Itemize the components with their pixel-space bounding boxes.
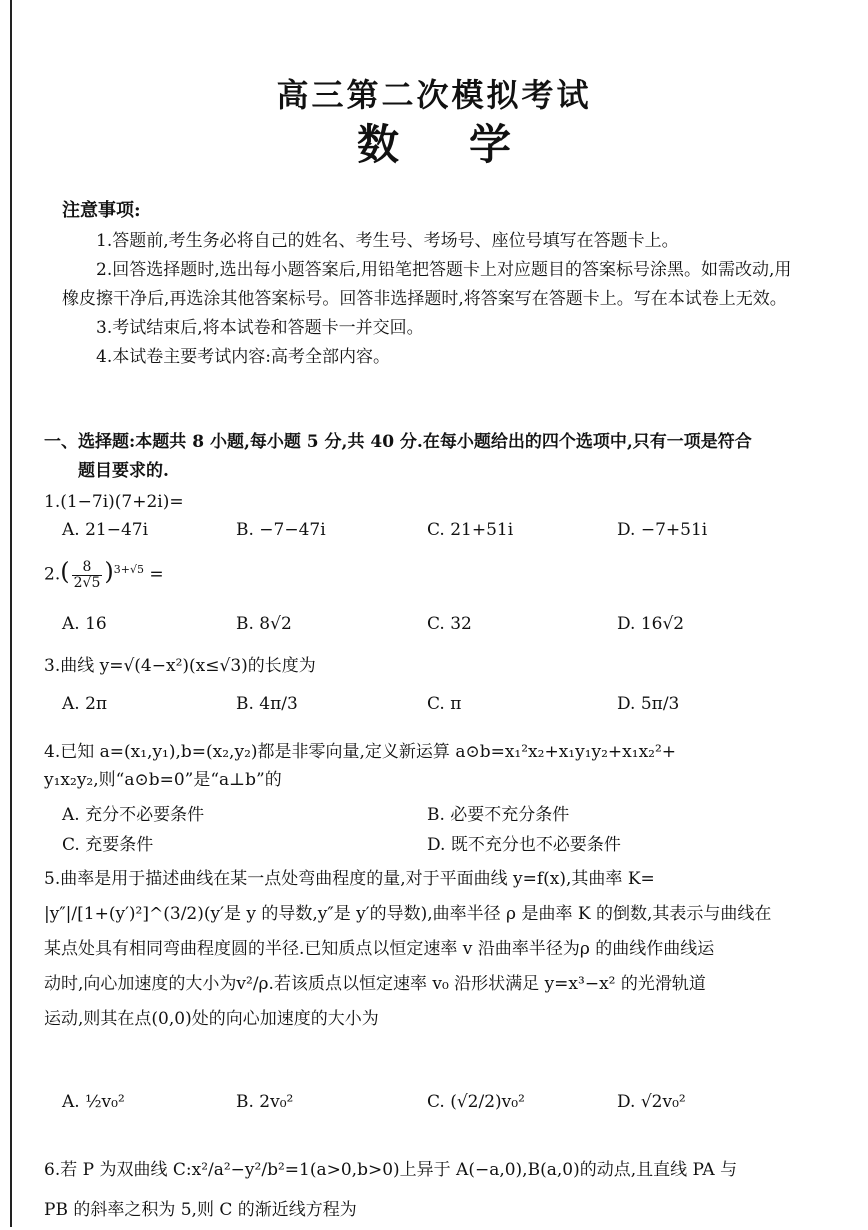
option-d: D. √2v₀² bbox=[617, 1092, 686, 1112]
question-5-line3: 某点处具有相同弯曲程度圆的半径.已知质点以恒定速率 v 沿曲率半径为ρ 的曲线作曲线运 bbox=[44, 939, 715, 959]
notes-block bbox=[62, 196, 802, 372]
question-2-number: 2. bbox=[44, 564, 61, 585]
option-b: B. 8√2 bbox=[236, 614, 292, 634]
question-5-stem bbox=[44, 862, 824, 1037]
question-1-stem: 1.(1−7i)(7+2i)= bbox=[44, 492, 184, 512]
option-a: A. 21−47i bbox=[62, 520, 149, 540]
option-c: C. 32 bbox=[427, 614, 472, 634]
question-3-stem: 3.曲线 y=√(4−x²)(x≤√3)的长度为 bbox=[44, 656, 316, 676]
question-5-options bbox=[62, 1092, 782, 1120]
question-6-line2: PB 的斜率之积为 5,则 C 的渐近线方程为 bbox=[44, 1200, 357, 1220]
option-d: D. 5π/3 bbox=[617, 694, 680, 714]
option-c: C. π bbox=[427, 694, 462, 714]
option-a: A. ½v₀² bbox=[62, 1092, 125, 1112]
question-5-line1: 5.曲率是用于描述曲线在某一点处弯曲程度的量,对于平面曲线 y=f(x),其曲率 K= bbox=[44, 869, 655, 889]
option-b: B. 必要不充分条件 bbox=[427, 805, 570, 825]
option-d: D. 既不充分也不必要条件 bbox=[427, 835, 621, 855]
question-4-stem bbox=[44, 738, 824, 794]
question-2-fraction bbox=[72, 560, 103, 591]
notes-heading: 注意事项: bbox=[62, 200, 141, 221]
option-b: B. 4π/3 bbox=[236, 694, 298, 714]
question-1-options bbox=[62, 520, 782, 548]
question-4-options-row2 bbox=[62, 830, 782, 858]
option-d: D. 16√2 bbox=[617, 614, 685, 634]
note-item: 4.本试卷主要考试内容:高考全部内容。 bbox=[96, 347, 390, 367]
section-heading-line2: 题目要求的. bbox=[78, 461, 169, 481]
option-b: B. −7−47i bbox=[236, 520, 326, 540]
option-a: A. 充分不必要条件 bbox=[62, 805, 205, 825]
question-6-line1: 6.若 P 为双曲线 C:x²/a²−y²/b²=1(a>0,b>0)上异于 A(−a,0),B(a,0)的动点,且直线 PA 与 bbox=[44, 1160, 738, 1180]
option-d: D. −7+51i bbox=[617, 520, 708, 540]
question-2-exponent: 3+√5 bbox=[113, 563, 144, 576]
option-c: C. (√2/2)v₀² bbox=[427, 1092, 525, 1112]
binding-margin-line bbox=[10, 0, 12, 1227]
question-5-line4: 动时,向心加速度的大小为v²/ρ.若该质点以恒定速率 v₀ 沿形状满足 y=x³−x² 的光滑轨道 bbox=[44, 974, 706, 994]
question-6-stem bbox=[44, 1150, 824, 1230]
option-b: B. 2v₀² bbox=[236, 1092, 294, 1112]
fraction-denominator: 2√5 bbox=[73, 574, 101, 591]
section-heading-line1: 一、选择题:本题共 8 小题,每小题 5 分,共 40 分.在每小题给出的四个选项中,只有一项是符合 bbox=[44, 432, 752, 452]
question-5-line2: |y″|/[1+(y′)²]^(3/2)(y′是 y 的导数,y″是 y′的导数),曲率半径 ρ 是曲率 K 的倒数,其表示与曲线在 bbox=[44, 904, 772, 924]
option-c: C. 21+51i bbox=[427, 520, 514, 540]
section-heading bbox=[44, 428, 824, 486]
question-4-line2: y₁x₂y₂,则“a⊙b=0”是“a⊥b”的 bbox=[44, 770, 282, 790]
option-a: A. 16 bbox=[62, 614, 107, 634]
question-2-stem: 2.( $\frac{8}{2√5}$ )$^{3+√5}$ = bbox=[44, 557, 164, 591]
question-5-line5: 运动,则其在点(0,0)处的向心加速度的大小为 bbox=[44, 1009, 379, 1029]
option-a: A. 2π bbox=[62, 694, 108, 714]
note-item: 1.答题前,考生务必将自己的姓名、考生号、考场号、座位号填写在答题卡上。 bbox=[96, 231, 679, 251]
exam-subject: 数学 bbox=[356, 120, 581, 169]
note-item: 2.回答选择题时,选出每小题答案后,用铅笔把答题卡上对应题目的答案标号涂黑。如需改动,用橡皮擦干净后,再选涂其他答案标号。回答非选择题时,将答案写在答题卡上。写在本试卷上无效。 bbox=[62, 260, 792, 309]
option-c: C. 充要条件 bbox=[62, 835, 154, 855]
question-3-options bbox=[62, 694, 782, 722]
question-4-line1: 4.已知 a=(x₁,y₁),b=(x₂,y₂)都是非零向量,定义新运算 a⊙b=x₁²x₂+x₁y₁y₂+x₁x₂²+ bbox=[44, 742, 677, 762]
exam-title: 高三第二次模拟考试 bbox=[276, 76, 592, 114]
fraction-numerator: 8 bbox=[72, 560, 103, 576]
question-2-options bbox=[62, 614, 782, 642]
question-4-options-row1 bbox=[62, 800, 782, 828]
note-item: 3.考试结束后,将本试卷和答题卡一并交回。 bbox=[96, 318, 424, 338]
question-2-equals: = bbox=[143, 564, 164, 585]
